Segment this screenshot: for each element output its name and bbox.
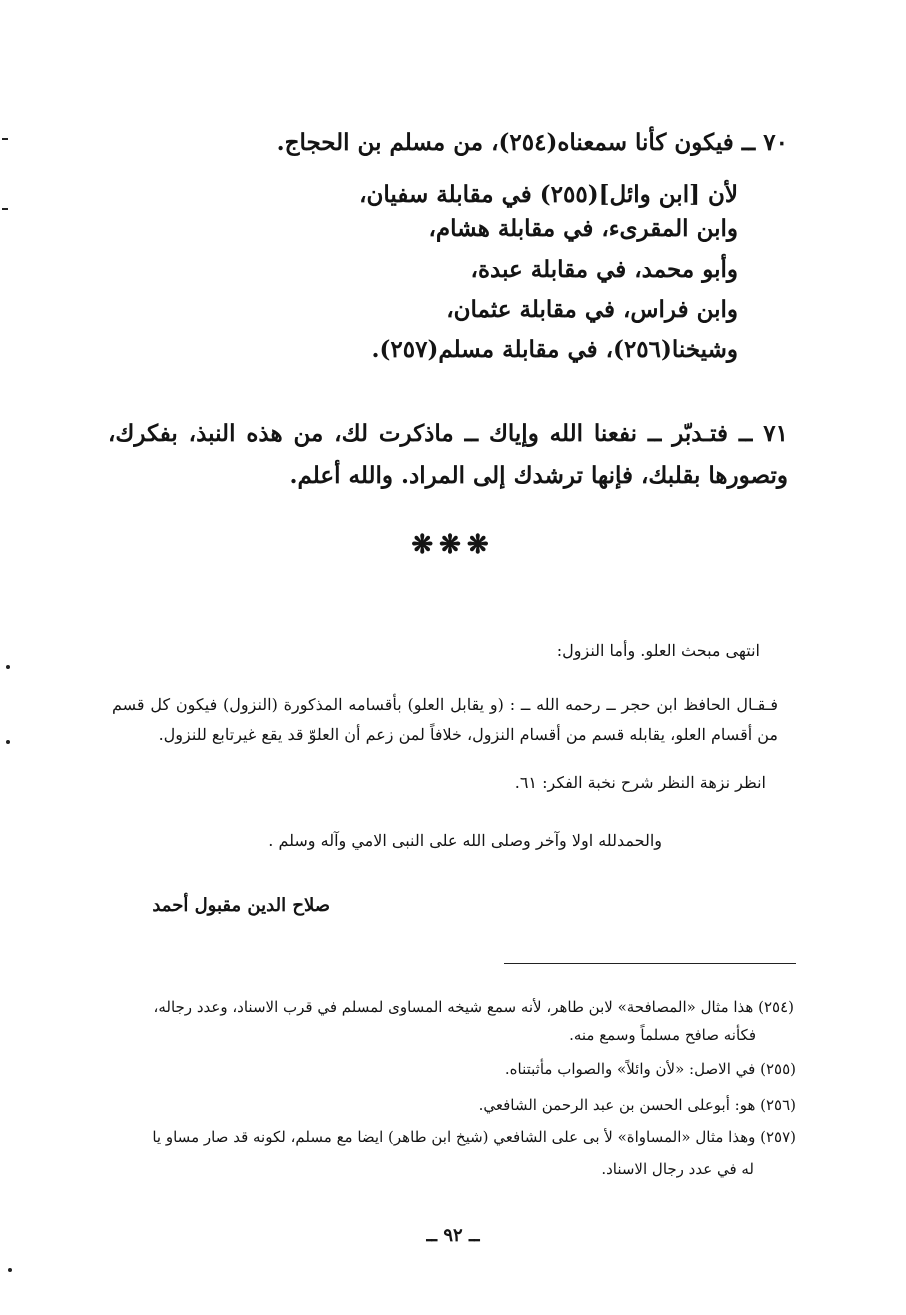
footnote-257-line-2: له في عدد رجال الاسناد.: [601, 1160, 754, 1178]
footnote-256: (٢٥٦) هو: أبوعلى الحسن بن عبد الرحمن الشافعي.: [478, 1096, 796, 1114]
scan-speck: [2, 138, 8, 140]
entry-70-line-2: لأن [ابن وائل](٢٥٥) في مقابلة سفيان،: [359, 181, 738, 208]
scan-speck: [2, 208, 8, 210]
notes-quote: فـقـال الحافظ ابن حجر ــ رحمه الله ــ : (و يقابل العلو) بأقسامه المذكورة (النزول) فيكون كل قسم من أقسام العلو، يقابله قسم من أقسام النزول، خلافاً لمن زعم أن العلوّ قد يقع غيرتابع للنزول.: [112, 695, 779, 744]
entry-70-line-4: وأبو محمد، في مقابلة عبدة،: [470, 256, 738, 283]
footnote-254-line-1: (٢٥٤) هذا مثال «المصافحة» لابن طاهر، لأنه سمع شيخه المساوى لمسلم في قرب الاسناد، وعدد رجاله،: [153, 998, 794, 1016]
scan-speck: [6, 740, 10, 744]
entry-71-paragraph: ٧١ ــ فتـدبّر ــ نفعنا الله وإياك ــ ماذكرت لك، من هذه النبذ، بفكرك، وتصورها بقلبك، فإنها ترشدك إلى المراد. والله أعلم.: [108, 420, 788, 489]
entry-70-line-5: وابن فراس، في مقابلة عثمان،: [446, 296, 738, 323]
entry-70-line-3: وابن المقرىء، في مقابلة هشام،: [428, 215, 738, 242]
footnote-255: (٢٥٥) في الاصل: «لأن وائلاً» والصواب مأثبتناه.: [504, 1060, 796, 1078]
entry-70-line-6: وشيخنا(٢٥٦)، في مقابلة مسلم(٢٥٧).: [371, 336, 738, 363]
entry-70-line-1: ٧٠ ــ فيكون كأنا سمعناه(٢٥٤)، من مسلم بن الحجاج.: [276, 129, 788, 156]
footnote-254-line-2: فكأنه صافح مسلماً وسمع منه.: [569, 1026, 756, 1044]
notes-heading: انتهى مبحث العلو. وأما النزول:: [556, 641, 760, 660]
footnote-257-line-1: (٢٥٧) وهذا مثال «المساواة» لأ بى على الشافعي (شيخ ابن طاهر) ايضا مع مسلم، لكونه قد صار مساو يا: [152, 1128, 796, 1146]
scan-speck: [8, 1268, 12, 1272]
notes-reference: انظر نزهة النظر شرح نخبة الفكر: ٦١.: [514, 773, 766, 792]
signature: صلاح الدين مقبول أحمد: [152, 895, 330, 916]
section-separator: ❋❋❋: [411, 530, 495, 560]
footnote-divider: [504, 963, 796, 964]
scan-speck: [6, 665, 10, 669]
notes-closing: والحمدلله اولا وآخر وصلى الله على النبى الامي وآله وسلم .: [268, 831, 662, 850]
page-number: ــ ٩٢ ــ: [426, 1225, 480, 1246]
